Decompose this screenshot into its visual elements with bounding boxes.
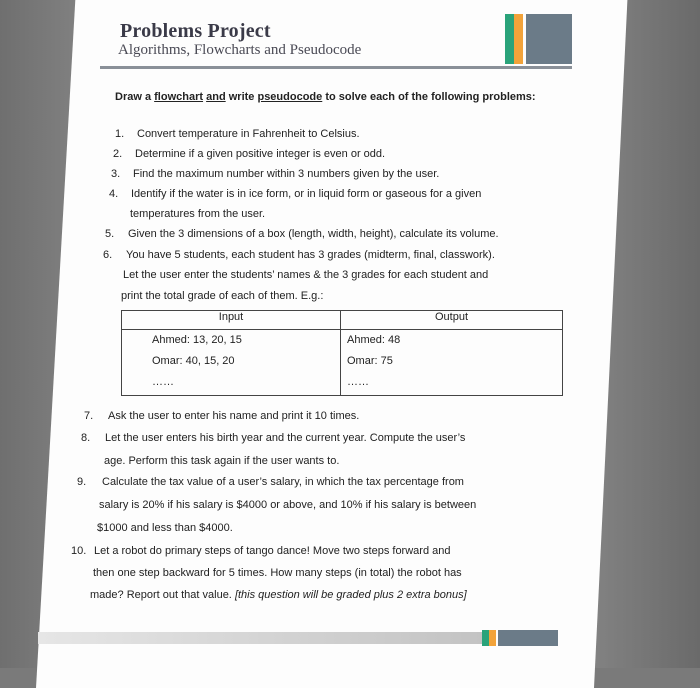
list-item-9-cont-1: salary is 20% if his salary is $4000 or above, and 10% if his salary is between — [99, 499, 477, 511]
list-item-1 — [115, 128, 360, 140]
list-item-5 — [105, 228, 499, 240]
item-number: 5. — [105, 228, 115, 240]
logo-block-gray — [526, 14, 572, 64]
item-text: Identify if the water is in ice form, or in liquid form or gaseous for a given — [131, 188, 482, 200]
list-item-6 — [103, 249, 495, 261]
output-value: …… — [347, 376, 369, 388]
item-number: 3. — [111, 168, 121, 180]
item-text: Given the 3 dimensions of a box (length, width, height), calculate its volume. — [128, 228, 499, 240]
item-number: 10. — [71, 545, 87, 557]
list-item-10-cont-1: then one step backward for 5 times. How many steps (in total) the robot has — [93, 567, 462, 579]
list-item-4 — [109, 188, 481, 200]
output-value: Ahmed: 48 — [347, 334, 401, 346]
item-number: 2. — [113, 148, 123, 160]
list-item-8-cont: age. Perform this task again if the user wants to. — [104, 455, 340, 467]
list-item-7 — [84, 410, 359, 422]
table-header-row — [122, 311, 563, 330]
bonus-note: [this question will be graded plus 2 extra bonus] — [234, 589, 467, 601]
footer-logo — [482, 630, 558, 646]
logo-stripe-orange — [514, 14, 523, 64]
list-item-9 — [77, 476, 464, 488]
list-item-6-cont-1: Let the user enter the students’ names & the 3 grades for each student and — [123, 269, 489, 281]
output-value: Omar: 75 — [347, 355, 393, 367]
page-title: Problems Project — [120, 20, 271, 42]
intro-prefix: Draw a — [115, 91, 155, 103]
footer-stripe-green — [482, 630, 489, 646]
output-cell — [341, 330, 563, 396]
list-item-2 — [113, 148, 385, 160]
intro-and: and — [206, 91, 226, 103]
item-number: 9. — [77, 476, 87, 488]
example-table — [121, 310, 563, 396]
logo-stripe-green — [505, 14, 514, 64]
item-text: You have 5 students, each student has 3 grades (midterm, final, classwork). — [126, 249, 495, 261]
list-item-4-cont: temperatures from the user. — [130, 208, 266, 220]
input-cell — [122, 330, 341, 396]
table-row — [122, 330, 563, 396]
input-value: Ahmed: 13, 20, 15 — [152, 334, 242, 346]
intro-pseudocode: pseudocode — [257, 91, 323, 103]
list-item-9-cont-2: $1000 and less than $4000. — [97, 522, 233, 534]
footer-stripe-orange — [489, 630, 496, 646]
item-text: Calculate the tax value of a user’s salary, in which the tax percentage from — [102, 476, 464, 488]
list-item-6-cont-2: print the total grade of each of them. E.g.: — [121, 290, 324, 302]
item-text: Let a robot do primary steps of tango dance! Move two steps forward and — [94, 545, 451, 557]
item-text: made? Report out that value. — [90, 589, 235, 601]
item-text: Determine if a given positive integer is even or odd. — [135, 148, 386, 160]
item-number: 7. — [84, 410, 94, 422]
item-number: 4. — [109, 188, 119, 200]
intro-suffix: to solve each of the following problems: — [322, 91, 536, 103]
list-item-3 — [111, 168, 439, 180]
list-item-10 — [71, 545, 450, 557]
instructions — [115, 91, 536, 103]
list-item-8 — [81, 432, 465, 444]
item-number: 8. — [81, 432, 91, 444]
table-header-output: Output — [341, 311, 563, 330]
item-number: 1. — [115, 128, 125, 140]
intro-mid: write — [225, 91, 258, 103]
header-divider — [100, 66, 572, 69]
input-value: Omar: 40, 15, 20 — [152, 355, 235, 367]
item-text: Let the user enters his birth year and the current year. Compute the user’s — [105, 432, 466, 444]
item-number: 6. — [103, 249, 113, 261]
page-subtitle: Algorithms, Flowcharts and Pseudocode — [118, 42, 362, 58]
footer-bar — [38, 632, 558, 644]
intro-flowchart: flowchart — [154, 91, 204, 103]
item-text: Find the maximum number within 3 numbers given by the user. — [133, 168, 440, 180]
item-text: Convert temperature in Fahrenheit to Celsius. — [137, 128, 360, 140]
list-item-10-cont-2 — [90, 589, 467, 601]
item-text: Ask the user to enter his name and print it 10 times. — [108, 410, 360, 422]
header-logo — [505, 14, 572, 64]
table-header-input: Input — [122, 311, 341, 330]
input-value: …… — [152, 376, 174, 388]
footer-block-gray — [498, 630, 558, 646]
